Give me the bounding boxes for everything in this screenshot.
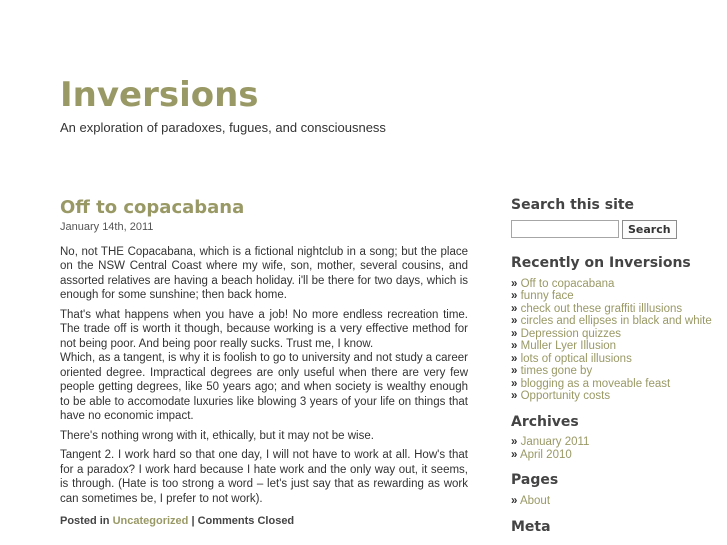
sidebar-link[interactable]: Opportunity costs	[520, 390, 611, 403]
sidebar-link[interactable]: check out these graffiti illlusions	[520, 302, 683, 315]
sidebar-heading-meta: Meta	[511, 518, 551, 535]
sidebar-list-item	[511, 315, 716, 328]
double-arrow-bullet-icon: »	[511, 390, 518, 403]
double-arrow-bullet-icon: »	[511, 340, 518, 353]
double-arrow-bullet-icon: »	[511, 365, 518, 378]
sidebar-list-item	[511, 278, 716, 291]
post-paragraph: No, not THE Copacabana, which is a fictional nightclub in a song; but the place on the NSW Central Coast where my wife, son, mother, several cousins, and assorted relatives are having a beach holiday. i'll be there for two days, which is enough for some sunshine; then back home.	[60, 245, 468, 302]
sidebar-link[interactable]: Depression quizzes	[520, 327, 621, 340]
sidebar-list-item	[511, 340, 716, 353]
sidebar-link[interactable]: lots of optical illusions	[520, 352, 632, 365]
post-paragraph: There's nothing wrong with it, ethically, but it may not be wise.	[60, 429, 374, 442]
double-arrow-bullet-icon: »	[511, 352, 518, 365]
meta-separator: |	[191, 515, 195, 528]
double-arrow-bullet-icon: »	[511, 448, 518, 461]
double-arrow-bullet-icon: »	[511, 327, 518, 340]
double-arrow-bullet-icon: »	[511, 302, 518, 315]
sidebar-heading-search: Search this site	[511, 197, 635, 213]
sidebar-link[interactable]: funny face	[520, 290, 574, 303]
sidebar-link[interactable]: Muller Lyer Illusion	[520, 340, 617, 353]
site-tagline: An exploration of paradoxes, fugues, and consciousness	[60, 120, 386, 135]
post-article	[60, 197, 468, 541]
site-header	[60, 75, 727, 135]
sidebar-list-item	[511, 290, 716, 303]
post-title[interactable]: Off to copacabana	[60, 197, 245, 218]
pages-list	[511, 495, 716, 508]
sidebar-heading-archives: Archives	[511, 413, 579, 430]
sidebar-list-item	[511, 378, 716, 391]
search-button[interactable]: Search	[622, 220, 677, 239]
double-arrow-bullet-icon: »	[511, 436, 518, 449]
post-meta-line	[60, 515, 468, 527]
sidebar-link[interactable]: April 2010	[519, 448, 572, 461]
sidebar-list-item	[511, 436, 716, 449]
recent-posts-list	[511, 278, 716, 403]
sidebar-list-item	[511, 303, 716, 316]
double-arrow-bullet-icon: »	[511, 495, 518, 508]
sidebar-list-item	[511, 495, 716, 508]
sidebar-link[interactable]: January 2011	[520, 436, 590, 449]
post-paragraph: Tangent 2. I work hard so that one day, I will not have to work at all. How's that for a paradox? I work hard because I hate work and the only way out, it seems, is through. (Hate is too strong a word – let's just say that as rewarding as work can sometimes be, I prefer to not work).	[60, 449, 468, 505]
sidebar-link[interactable]: Off to copacabana	[520, 277, 615, 290]
posted-in-label: Posted in	[60, 515, 110, 528]
sidebar-list-item	[511, 365, 716, 378]
search-input[interactable]	[511, 220, 619, 238]
search-form	[511, 220, 716, 239]
sidebar-list-item	[511, 449, 716, 462]
double-arrow-bullet-icon: »	[511, 290, 518, 303]
archives-list	[511, 436, 716, 461]
category-link[interactable]: Uncategorized	[112, 515, 189, 528]
sidebar-heading-recent: Recently on Inversions	[511, 254, 691, 271]
sidebar	[511, 197, 716, 541]
post-date: January 14th, 2011	[60, 220, 154, 233]
sidebar-link[interactable]: blogging as a moveable feast	[520, 377, 671, 390]
double-arrow-bullet-icon: »	[511, 315, 518, 328]
sidebar-list-item	[511, 353, 716, 366]
post-body	[60, 245, 468, 507]
comments-closed-label: Comments Closed	[197, 515, 295, 528]
sidebar-heading-pages: Pages	[511, 472, 559, 489]
site-title[interactable]: Inversions	[60, 75, 259, 115]
post-paragraph: That's what happens when you have a job! No more endless recreation time. The trade off is worth it though, because working is a very effective method for not being poor. And being poor really sucks. Trust me, I know. Which, as a tangent, is why it is foolish to go to university and not study a career oriented degree. Impractical degrees are only useful when there are very few people getting degrees, like 50 years ago; and when society is wealthy enough to be able to accomodate luxuries like blowing 3 years of your life on things that have no economic impact.	[60, 308, 468, 423]
double-arrow-bullet-icon: »	[511, 377, 518, 390]
sidebar-link[interactable]: About	[519, 495, 551, 508]
sidebar-list-item	[511, 328, 716, 341]
sidebar-link[interactable]: times gone by	[520, 365, 593, 378]
sidebar-list-item	[511, 390, 716, 403]
double-arrow-bullet-icon: »	[511, 277, 518, 290]
sidebar-link[interactable]: circles and ellipses in black and white	[520, 315, 712, 328]
content-columns	[60, 197, 727, 541]
